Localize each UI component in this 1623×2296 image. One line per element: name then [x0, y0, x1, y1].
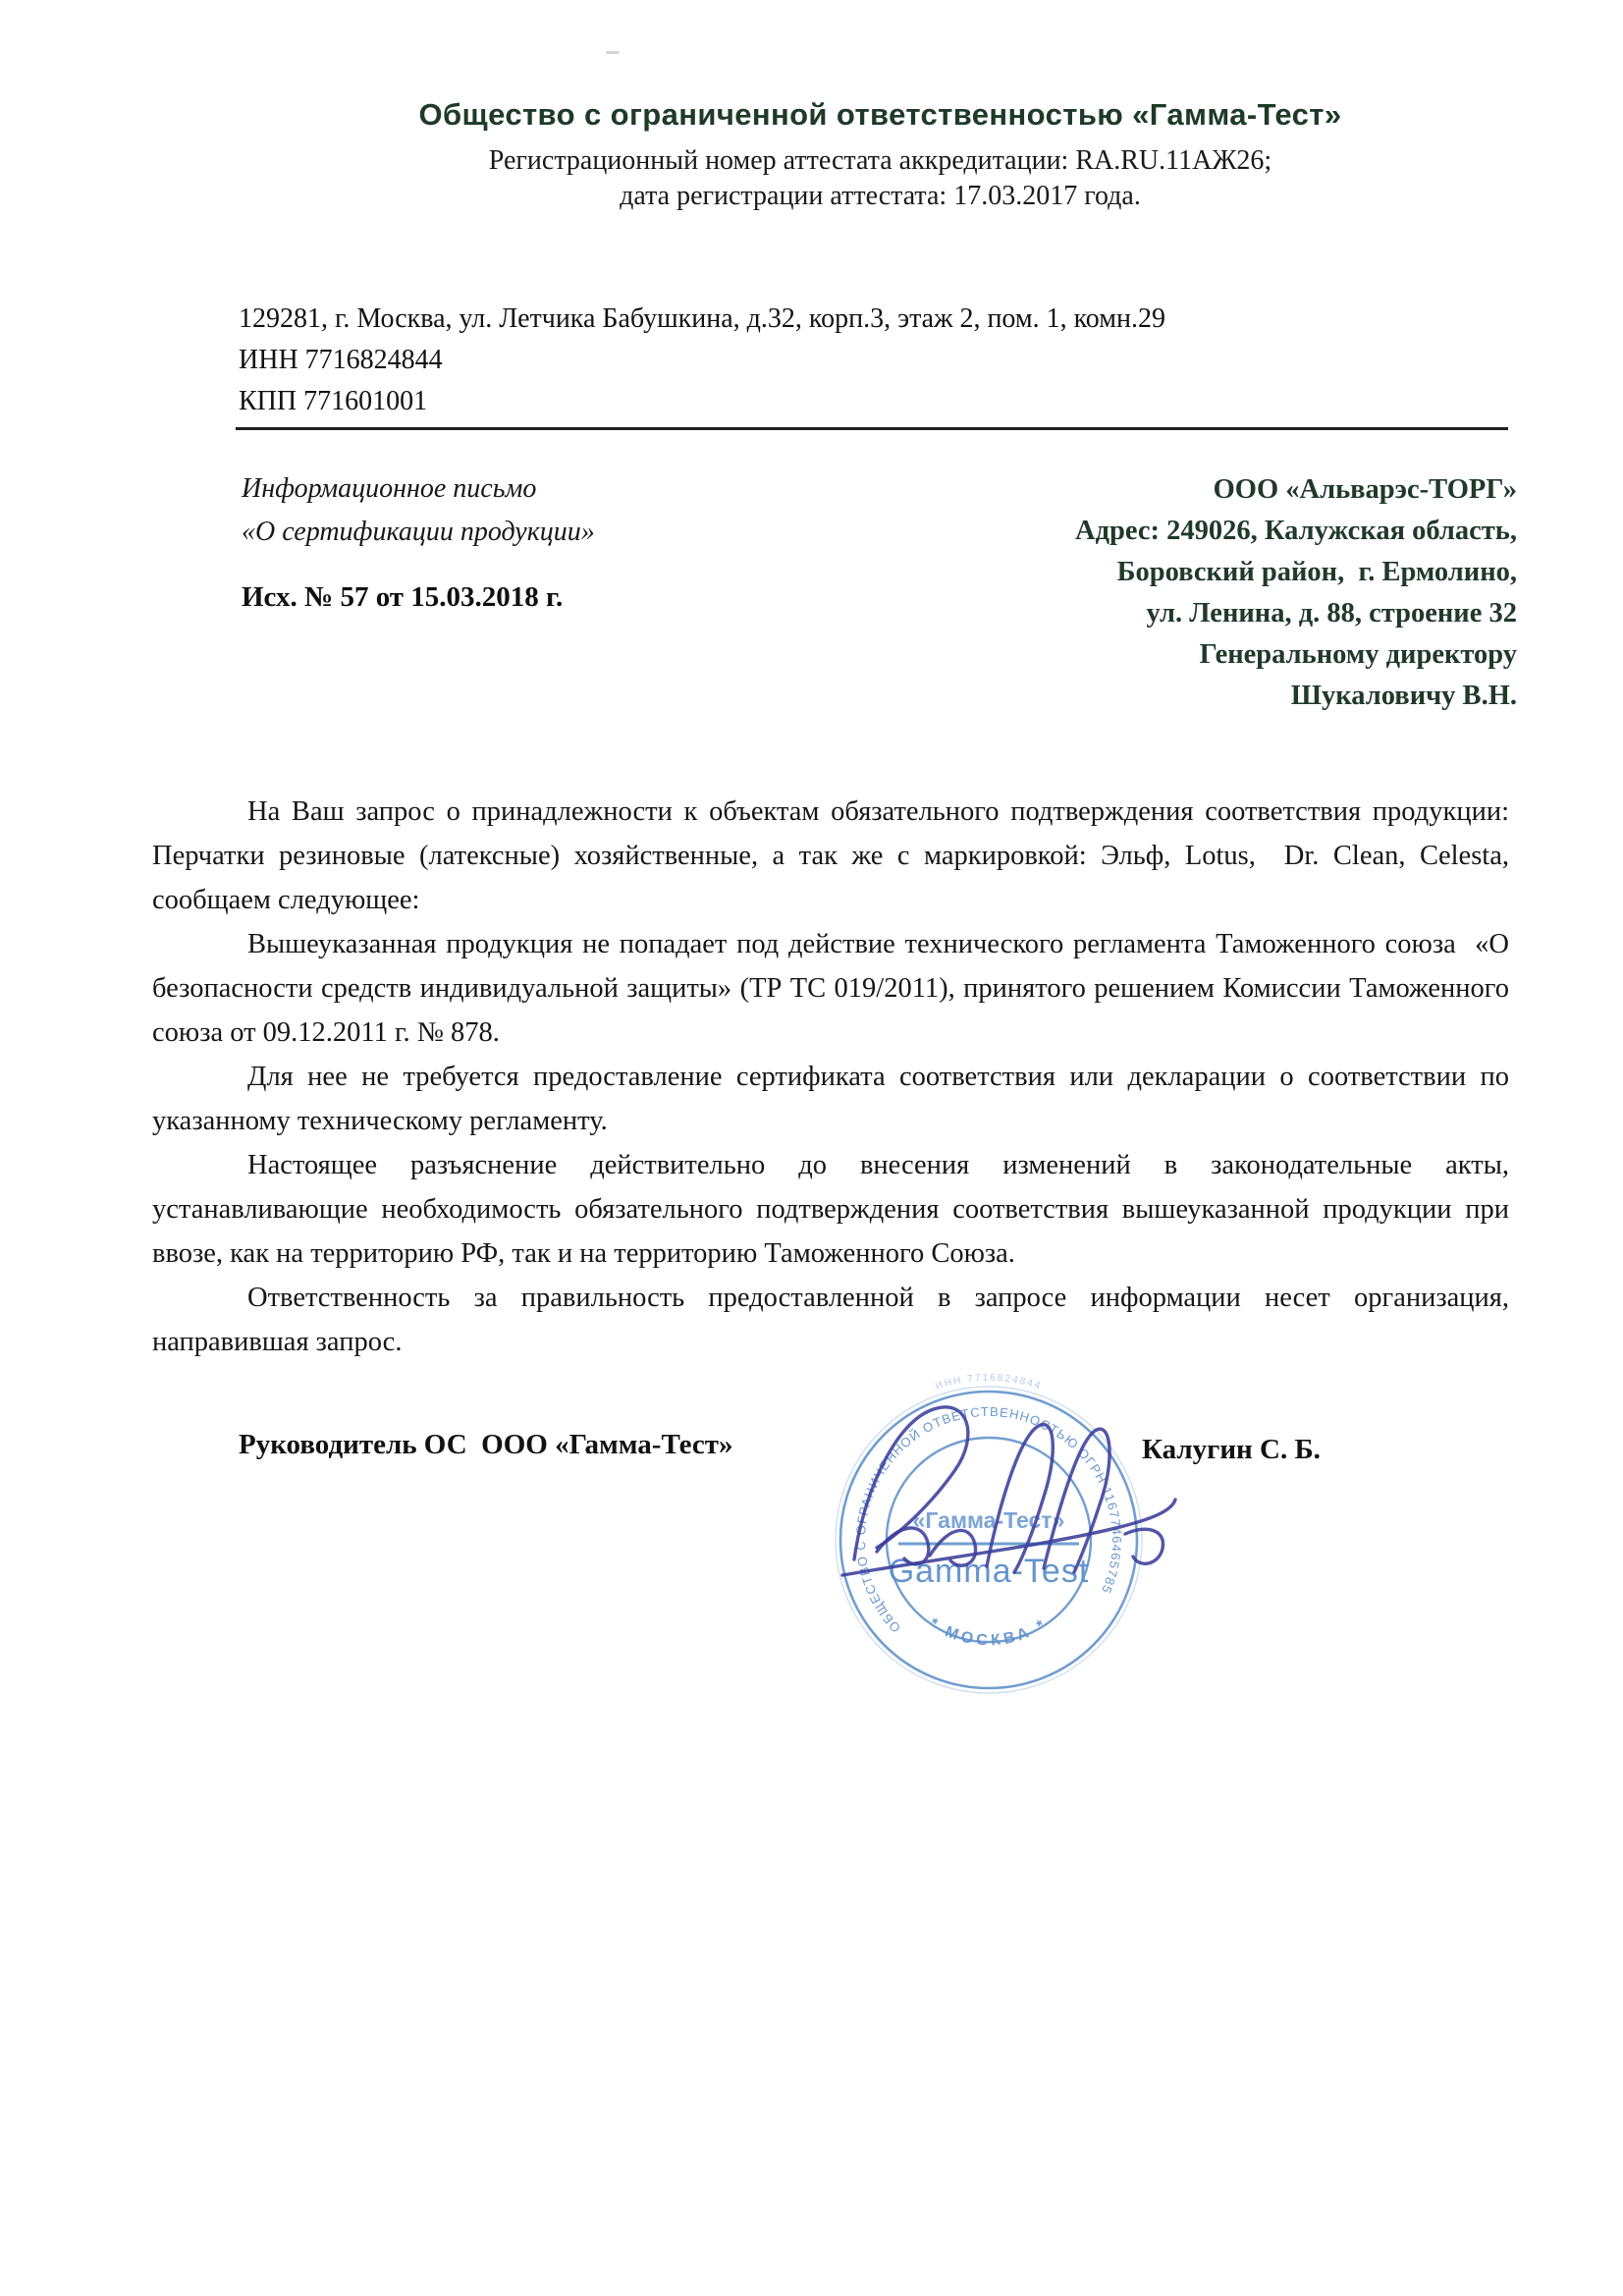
- sender-inn: ИНН 7716824844: [239, 345, 443, 375]
- stamp-inner-name-en: Gamma-Test: [888, 1553, 1090, 1590]
- outgoing-number: Исх. № 57 от 15.03.2018 г.: [242, 581, 564, 613]
- body-paragraph: Вышеуказанная продукция не попадает под действие технического регламента Таможенного союза «О безопасности средств индивидуальной защиты» (ТР ТС 019/2011), принятого решением Комиссии Таможенного союза от 09.12.2011 г. № 878.: [152, 929, 1509, 1048]
- body-paragraph: Настоящее разъяснение действительно до внесения изменений в законодательные акты, устанавливающие необходимость обязательного подтверждения соответствия вышеуказанной продукции при ввозе, как на территорию РФ, так и на территорию Таможенного Союза.: [152, 1150, 1509, 1269]
- signature-stroke: [877, 1528, 929, 1564]
- stamp-city-text: * МОСКВА *: [926, 1614, 1052, 1650]
- sender-requisites: [239, 299, 1623, 422]
- stamp-outer-inn-text: ИНН 7716824844: [934, 1372, 1044, 1393]
- letter-type-block: [242, 467, 595, 554]
- recipient-line: Адрес: 249026, Калужская область,: [1075, 516, 1517, 546]
- sender-kpp: КПП 771601001: [239, 386, 428, 416]
- recipient-line: Генеральному директору: [1199, 639, 1517, 670]
- company-name-heading: Общество с ограниченной ответственностью «Гамма-Тест»: [418, 97, 1342, 132]
- scan-artifact: [606, 51, 620, 54]
- recipient-line: ООО «Альварэс-ТОРГ»: [1213, 474, 1517, 505]
- letter-meta-section: [0, 467, 1623, 733]
- letter-body: [152, 790, 1509, 1364]
- stamp-inner-name-ru: «Гамма-Тест»: [912, 1507, 1065, 1533]
- letterhead: [0, 0, 1623, 214]
- signature-stroke: [854, 1407, 968, 1559]
- body-paragraph: Для нее не требуется предоставление сертификата соответствия или декларации о соответствии по указанному техническому регламенту.: [152, 1062, 1509, 1136]
- letter-type-line-1: Информационное письмо: [242, 473, 537, 504]
- body-paragraph: На Ваш запрос о принадлежности к объектам обязательного подтверждения соответствия продукции: Перчатки резиновые (латексные) хозяйственные, а так же с маркировкой: Эльф, Lotus, Dr. Clean, Celesta, сообщаем следующее:: [152, 796, 1509, 915]
- body-paragraph: Ответственность за правильность предоставленной в запросе информации несет организация, направившая запрос.: [152, 1283, 1509, 1357]
- recipient-line: ул. Ленина, д. 88, строение 32: [1146, 598, 1517, 629]
- recipient-line: Боровский район, г. Ермолино,: [1116, 557, 1517, 587]
- sender-address: 129281, г. Москва, ул. Летчика Бабушкина, д.32, корп.3, этаж 2, пом. 1, комн.29: [239, 303, 1165, 334]
- accreditation-number-line: Регистрационный номер аттестата аккредитации: RA.RU.11АЖ26;: [488, 145, 1272, 176]
- signature-stroke: [1125, 1529, 1163, 1563]
- registration-date-line: дата регистрации аттестата: 17.03.2017 года.: [620, 181, 1141, 211]
- signer-name: Калугин С. Б.: [1142, 1434, 1321, 1465]
- header-divider: [236, 427, 1508, 430]
- letter-type-line-2: «О сертификации продукции»: [242, 517, 595, 547]
- stamp-ring-text: ОБЩЕСТВО С ОГРАНИЧЕННОЙ ОТВЕТСТВЕННОСТЬЮ ОГРН 1167746465785: [852, 1403, 1125, 1636]
- recipient-line: Шукаловичу В.Н.: [1290, 681, 1517, 711]
- signoff-position-title: Руководитель ОС ООО «Гамма-Тест»: [239, 1429, 733, 1460]
- recipient-block: [1075, 469, 1517, 717]
- handwritten-signature: [803, 1353, 1216, 1658]
